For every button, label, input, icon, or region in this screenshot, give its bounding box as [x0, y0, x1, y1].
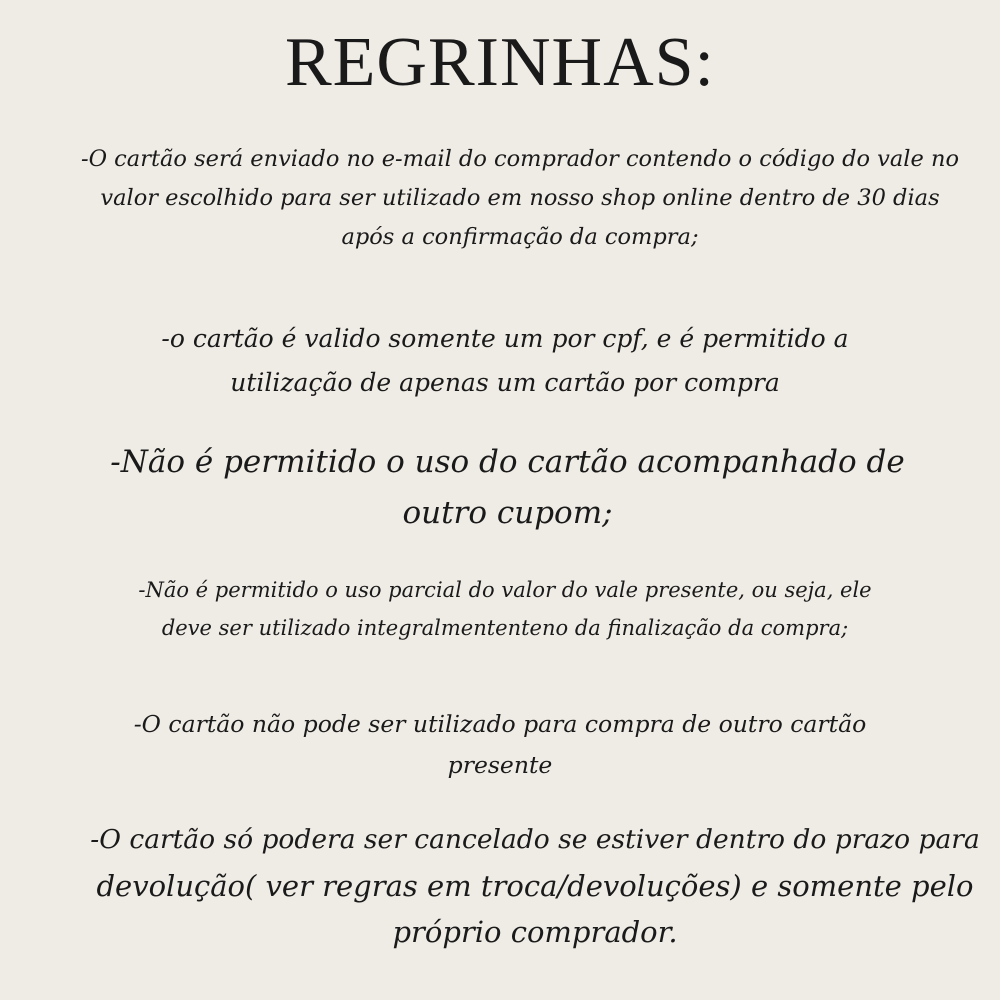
- rule-email-delivery: [70, 140, 970, 257]
- page-title: REGRINHAS:: [284, 24, 716, 101]
- rule-line: deve ser utilizado integralmententeno da finalização da compra;: [161, 616, 849, 640]
- rule-line: presente: [447, 751, 553, 779]
- rule-line: devolução( ver regras em troca/devoluções) e somente pelo: [96, 869, 974, 903]
- rule-line: utilização de apenas um cartão por compra: [230, 368, 780, 397]
- rule-no-gift-card-purchase: [100, 704, 900, 786]
- rule-one-per-cpf: [100, 317, 910, 405]
- rule-line: outro cupom;: [402, 495, 613, 531]
- rule-line: -O cartão só podera ser cancelado se estiver dentro do prazo para: [90, 824, 980, 855]
- rule-no-coupon-combination: [80, 437, 935, 539]
- rule-line: próprio comprador.: [392, 915, 678, 949]
- rule-no-partial-use: [100, 571, 910, 647]
- rule-cancellation: [90, 817, 980, 955]
- rule-line: -Não é permitido o uso do cartão acompanhado de: [110, 444, 905, 480]
- rule-line: -o cartão é valido somente um por cpf, e é permitido a: [161, 324, 849, 353]
- rule-line: valor escolhido para ser utilizado em nosso shop online dentro de 30 dias: [100, 185, 940, 211]
- rule-line: -O cartão será enviado no e-mail do comprador contendo o código do vale no: [80, 146, 960, 172]
- rule-line: após a confirmação da compra;: [341, 224, 699, 250]
- rule-line: -O cartão não pode ser utilizado para compra de outro cartão: [133, 710, 867, 738]
- rule-line: -Não é permitido o uso parcial do valor do vale presente, ou seja, ele: [138, 578, 872, 602]
